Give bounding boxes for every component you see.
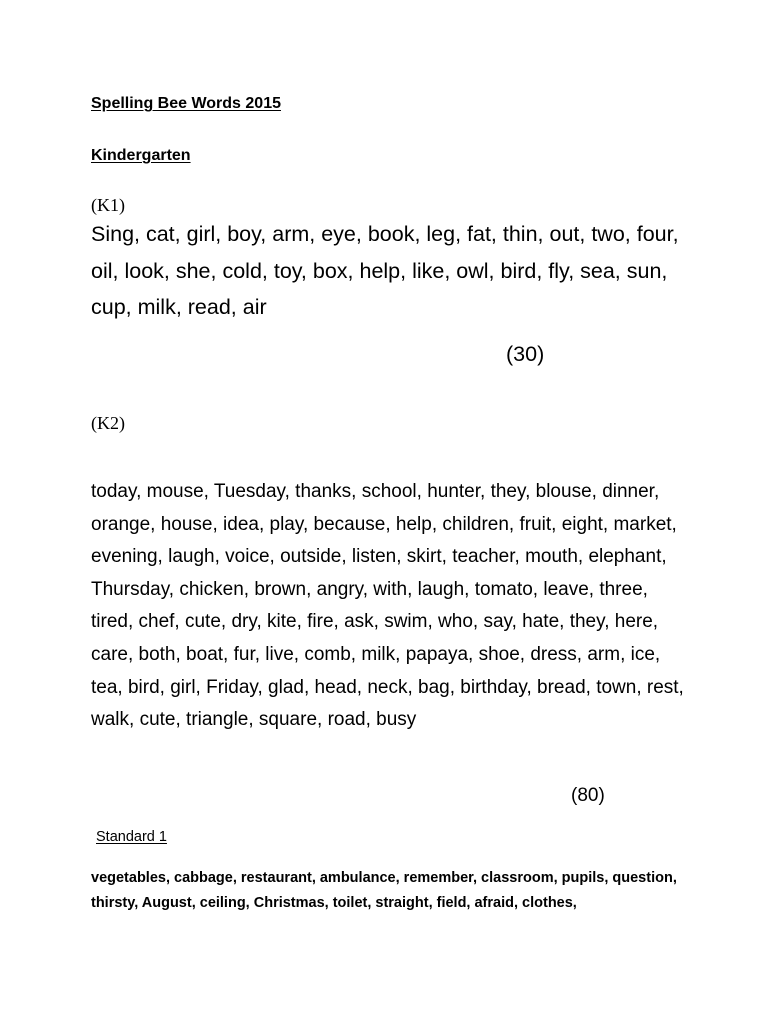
section-heading-kindergarten: Kindergarten: [91, 147, 191, 164]
k1-word-count: (30): [506, 342, 545, 366]
k2-word-count: (80): [571, 785, 605, 806]
k2-label: (K2): [91, 413, 125, 433]
document-title: Spelling Bee Words 2015: [91, 95, 281, 112]
k1-word-list: Sing, cat, girl, boy, arm, eye, book, leg, fat, thin, out, two, four, oil, look, she, cold, toy, box, help, like, owl, bird, fly, sea, sun, cup, milk, read, air: [91, 222, 679, 319]
section-heading-standard-1: Standard 1: [96, 829, 167, 845]
k1-label: (K1): [91, 195, 125, 215]
k2-word-list: today, mouse, Tuesday, thanks, school, hunter, they, blouse, dinner, orange, house, idea, play, because, help, children, fruit, eight, market, evening, laugh, voice, outside, listen, skirt, teacher, mouth, elephant, Thursday, chicken, brown, angry, with, laugh, tomato, leave, three, tired, chef, cute, dry, kite, fire, ask, swim, who, say, hate, they, here, care, both, boat, fur, live, comb, milk, papaya, shoe, dress, arm, ice, tea, bird, girl, Friday, glad, head, neck, bag, birthday, bread, town, rest, walk, cute, triangle, square, road, busy: [91, 481, 684, 731]
standard-1-word-list: vegetables, cabbage, restaurant, ambulance, remember, classroom, pupils, question, thirsty, August, ceiling, Christmas, toilet, straight, field, afraid, clothes,: [91, 870, 677, 911]
